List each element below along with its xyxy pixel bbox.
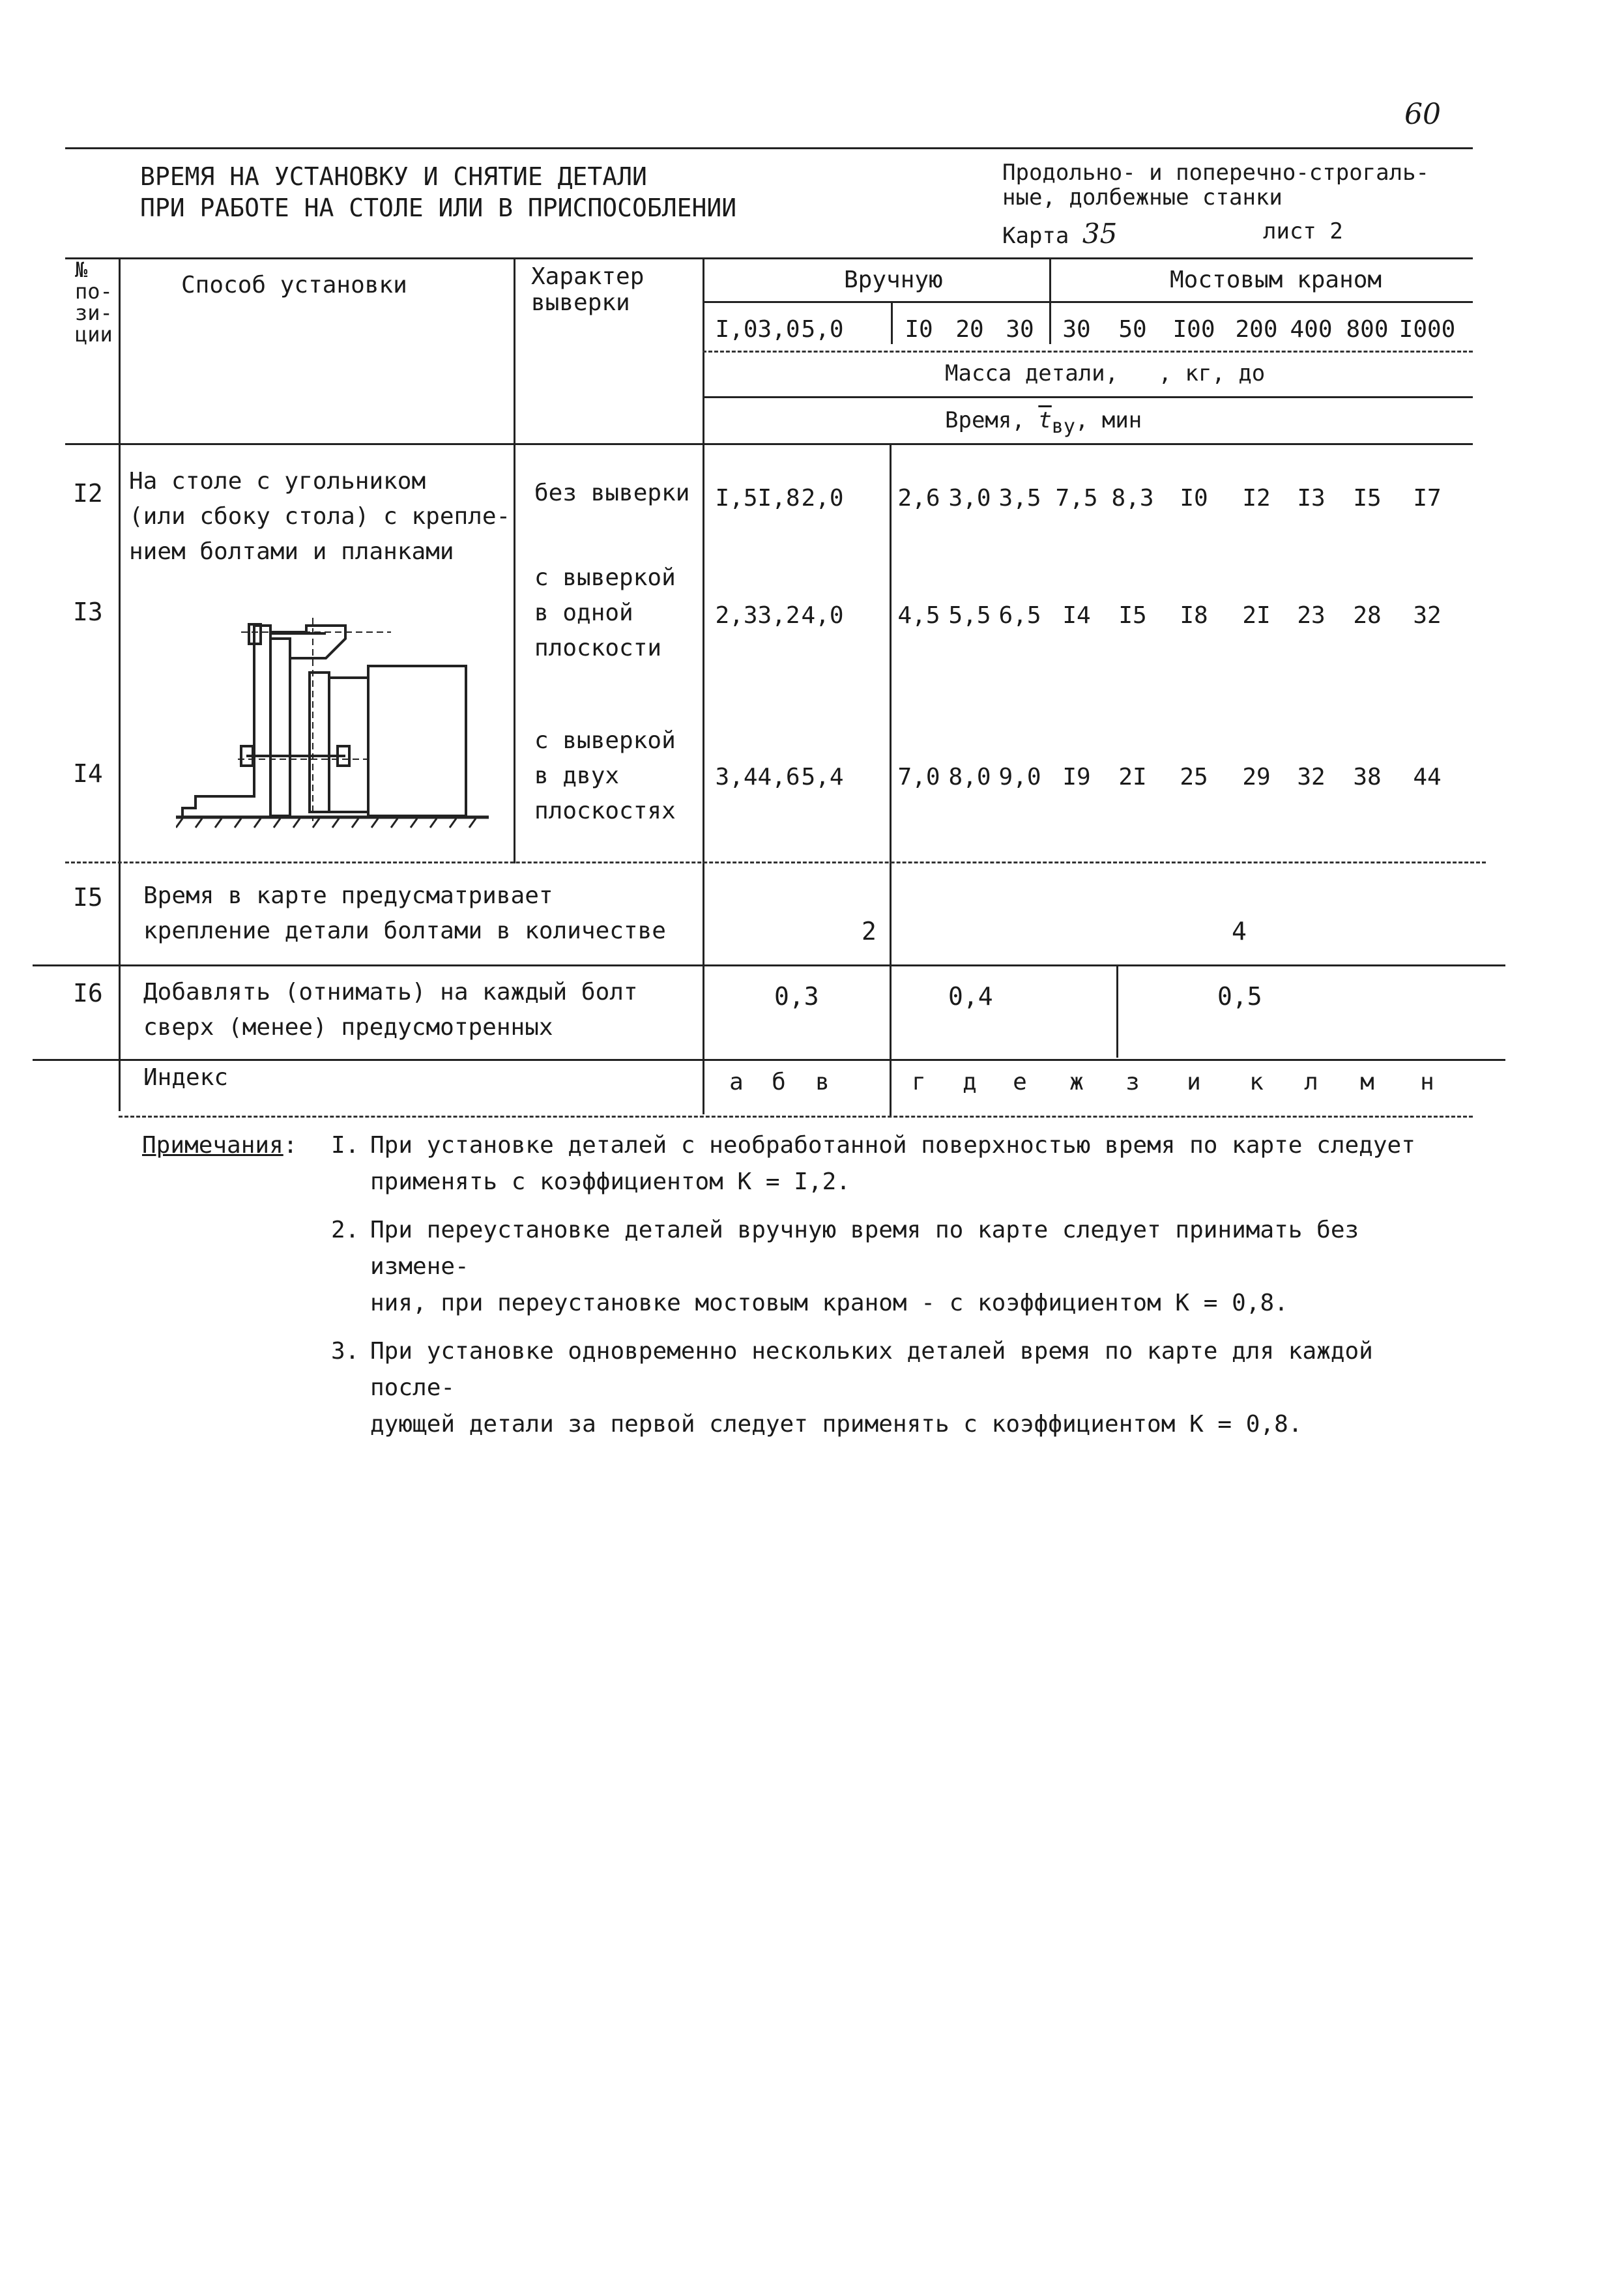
notes-label-wrap: Примечания:	[142, 1132, 298, 1159]
mass-value-1: 3,0	[757, 316, 800, 343]
time-caption: Время,	[945, 407, 1025, 433]
row-13-value-3: 4,5	[897, 602, 940, 629]
row-13-value-8: I8	[1180, 602, 1208, 629]
row-14-value-8: 25	[1180, 764, 1208, 790]
page-number: 60	[1404, 98, 1441, 131]
row-13-value-6: I4	[1062, 602, 1091, 629]
note-2	[142, 1212, 1472, 1322]
row-14-value-1: 4,6	[757, 764, 800, 790]
row-12-value-2: 2,0	[801, 485, 844, 512]
row-16-v1: 0,3	[774, 982, 819, 1011]
fixture-drawing	[176, 613, 502, 841]
header-bottom-rule	[65, 443, 1473, 445]
row-14-value-0: 3,4	[715, 764, 758, 790]
mass-rule	[703, 351, 1473, 353]
note-2-line2: ния, при переустановке мостовым краном - с коэффициентом К = 0,8.	[370, 1290, 1288, 1316]
row-13-character: с выверкой в одной плоскости	[534, 564, 676, 661]
index-letter-10: л	[1304, 1069, 1318, 1095]
row-12-value-8: I0	[1180, 485, 1208, 512]
row14-bottom-rule	[65, 862, 1486, 863]
index-letter-3: г	[912, 1069, 926, 1095]
col-line-3	[703, 257, 704, 1114]
note-2-num: 2.	[331, 1217, 360, 1243]
card-label: Карта	[1002, 223, 1069, 249]
machine-line-2: ные, долбежные станки	[1002, 184, 1283, 210]
note-3-line2: дующей детали за первой следует применять с коэффициентом К = 0,8.	[370, 1411, 1303, 1438]
row-13-value-1: 3,2	[757, 602, 800, 629]
index-letter-9: к	[1249, 1069, 1264, 1095]
col-character-header: Характер выверки	[531, 263, 645, 316]
row-14-value-7: 2I	[1118, 764, 1147, 790]
row-12-value-9: I2	[1242, 485, 1271, 512]
machine-line-1: Продольно- и поперечно-строгаль-	[1002, 160, 1430, 186]
row-12-character: без выверки	[534, 480, 690, 506]
row-13-value-7: I5	[1118, 602, 1147, 629]
row-13-value-9: 2I	[1242, 602, 1271, 629]
mass-value-11: 800	[1346, 316, 1389, 343]
angle-plate	[182, 626, 270, 816]
row-pos-16: I6	[73, 979, 103, 1007]
notes-block	[142, 1127, 1472, 1443]
row-12-value-7: 8,3	[1111, 485, 1154, 512]
row-12-value-12: I7	[1413, 485, 1442, 512]
row-14-value-12: 44	[1413, 764, 1442, 790]
row-14-value-10: 32	[1297, 764, 1326, 790]
group-rule	[703, 301, 1473, 303]
card-number: 35	[1082, 218, 1118, 250]
col-method-header: Способ установки	[181, 272, 407, 298]
index-letter-5: е	[1013, 1069, 1027, 1095]
mass-caption: Масса детали, , кг, до	[945, 360, 1266, 386]
note-3-num: 3.	[331, 1338, 360, 1365]
note-1-num: I.	[331, 1132, 360, 1159]
note-1	[142, 1127, 1472, 1200]
mass-value-9: 200	[1235, 316, 1278, 343]
row-12-value-6: 7,5	[1055, 485, 1098, 512]
mass-value-12: I000	[1399, 316, 1456, 343]
notes-label: Примечания	[142, 1132, 283, 1159]
title-line-1: ВРЕМЯ НА УСТАНОВКУ И СНЯТИЕ ДЕТАЛИ	[140, 162, 647, 191]
index-letter-2: в	[815, 1069, 830, 1095]
time-subscript: ву	[1051, 414, 1075, 438]
row-13-value-4: 5,5	[948, 602, 991, 629]
index-letter-7: з	[1125, 1069, 1140, 1095]
row-14-value-4: 8,0	[948, 764, 991, 790]
mass-value-8: I00	[1172, 316, 1215, 343]
card-label-line	[1002, 220, 1117, 248]
row-14-character: с выверкой в двух плоскостях	[534, 727, 676, 824]
row-pos-12: I2	[73, 479, 103, 508]
note-3-text	[370, 1333, 1472, 1443]
table-top-rule	[65, 257, 1473, 259]
mass-value-10: 400	[1290, 316, 1333, 343]
index-letter-0: а	[729, 1069, 744, 1095]
row-12-value-11: I5	[1353, 485, 1382, 512]
row-12-value-10: I3	[1297, 485, 1326, 512]
mass-value-7: 50	[1118, 316, 1147, 343]
row-13-value-2: 4,0	[801, 602, 844, 629]
row-14-value-3: 7,0	[897, 764, 940, 790]
row-12-value-0: I,5	[715, 485, 758, 512]
group-manual-header: Вручную	[844, 267, 943, 293]
row-13-value-12: 32	[1413, 602, 1442, 629]
mass-value-3: I0	[905, 316, 933, 343]
title-line-2: ПРИ РАБОТЕ НА СТОЛЕ ИЛИ В ПРИСПОСОБЛЕНИИ	[140, 194, 737, 222]
row-pos-14: I4	[73, 759, 103, 788]
index-letter-4: д	[963, 1069, 977, 1095]
note-1-line1: При установке деталей с необработанной поверхностью время по карте следует	[370, 1132, 1415, 1159]
mass-value-5: 30	[1006, 316, 1034, 343]
row-14-value-11: 38	[1353, 764, 1382, 790]
row-15-crane: 4	[1232, 917, 1247, 946]
index-letter-1: б	[772, 1069, 786, 1095]
time-caption-line	[945, 409, 1142, 437]
index-letter-6: ж	[1069, 1069, 1084, 1095]
row-15-manual: 2	[862, 917, 877, 946]
row-14-value-9: 29	[1242, 764, 1271, 790]
note-2-text	[370, 1212, 1472, 1322]
row16-bottom-rule	[33, 1059, 1505, 1061]
sheet-label: лист 2	[1263, 218, 1343, 244]
row-pos-13: I3	[73, 598, 103, 626]
index-letter-8: и	[1187, 1069, 1201, 1095]
row-16-text: Добавлять (отнимать) на каждый болт сверх (менее) предусмотренных	[143, 979, 638, 1041]
note-2-line1: При переустановке деталей вручную время по карте следует принимать без измене-	[370, 1217, 1359, 1280]
row-15-text: Время в карте предусматривает крепление детали болтами в количестве	[143, 882, 666, 944]
time-unit: , мин	[1075, 407, 1142, 433]
row-12-value-5: 3,5	[998, 485, 1041, 512]
row-12-value-3: 2,6	[897, 485, 940, 512]
index-label: Индекс	[143, 1064, 229, 1091]
row-14-value-2: 5,4	[801, 764, 844, 790]
row-14-value-5: 9,0	[998, 764, 1041, 790]
row-12-method: На столе с угольником (или сбоку стола) с крепле- нием болтами и планками	[129, 468, 511, 565]
mass-value-2: 5,0	[801, 316, 844, 343]
col-pos-header: № по- зи- ции	[75, 257, 113, 347]
col-line-row16	[1116, 966, 1118, 1058]
time-symbol: $\overline{t}$	[1038, 407, 1052, 433]
note-3-line1: При установке одновременно нескольких деталей время по карте для каждой после-	[370, 1338, 1373, 1401]
row-13-value-11: 28	[1353, 602, 1382, 629]
row-12-value-1: I,8	[757, 485, 800, 512]
row-16-v3: 0,5	[1217, 982, 1262, 1011]
col-line-1	[119, 257, 121, 1111]
row-12-value-4: 3,0	[948, 485, 991, 512]
row15-bottom-rule	[33, 964, 1505, 966]
mass-value-6: 30	[1062, 316, 1091, 343]
top-rule	[65, 147, 1473, 149]
top-clamp-strap	[270, 626, 345, 658]
row-16-v2: 0,4	[948, 982, 993, 1011]
note-1-line2: применять с коэффициентом К = I,2.	[370, 1168, 850, 1195]
group-crane-header: Мостовым краном	[1170, 267, 1382, 293]
row-pos-15: I5	[73, 883, 103, 912]
workpiece	[368, 666, 466, 816]
col-line-2	[514, 257, 515, 863]
note-1-text	[370, 1127, 1415, 1200]
mass-value-4: 20	[955, 316, 984, 343]
row-13-value-10: 23	[1297, 602, 1326, 629]
index-letter-12: н	[1420, 1069, 1434, 1095]
table-bottom-rule	[119, 1116, 1473, 1118]
mass-caption-rule	[703, 396, 1473, 398]
clamp-body	[270, 639, 290, 816]
row-13-value-5: 6,5	[998, 602, 1041, 629]
row-14-value-6: I9	[1062, 764, 1091, 790]
index-letter-11: м	[1360, 1069, 1374, 1095]
note-3	[142, 1333, 1472, 1443]
mass-value-0: I,0	[715, 316, 758, 343]
row-13-value-0: 2,3	[715, 602, 758, 629]
